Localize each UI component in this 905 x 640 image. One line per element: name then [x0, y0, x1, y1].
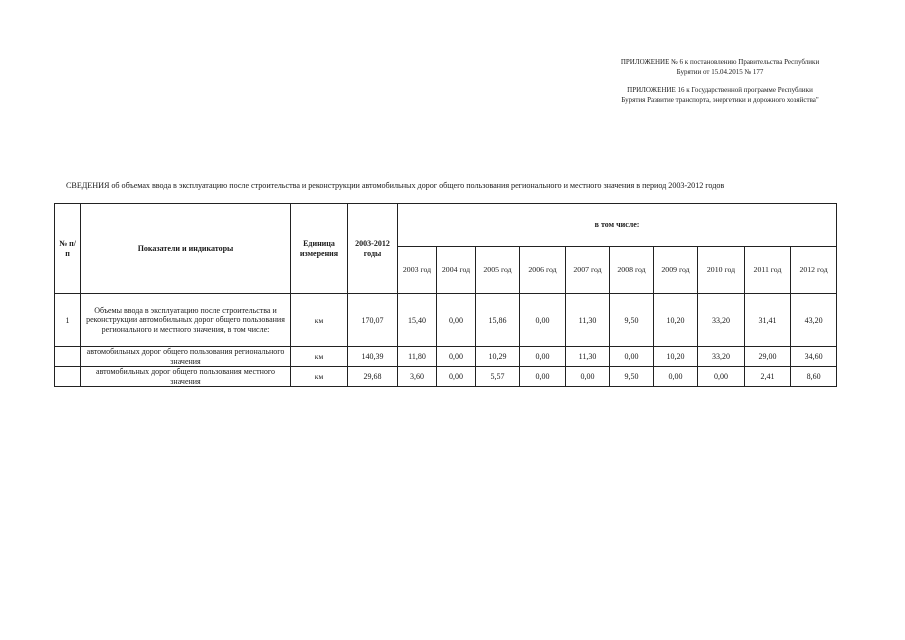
row-num: 1: [55, 294, 81, 347]
row-num: [55, 367, 81, 387]
row-value: 0,00: [437, 294, 476, 347]
row-value: 34,60: [791, 347, 837, 367]
row-indicator: Объемы ввода в эксплуатацию после строительства и реконструкции автомобильных дорог общего пользования регионального и местного значения, в том числе:: [81, 294, 291, 347]
row-unit: км: [291, 367, 348, 387]
header-total: 2003-2012 годы: [348, 204, 398, 294]
header-year: 2009 год: [654, 247, 698, 294]
row-total: 140,39: [348, 347, 398, 367]
row-value: 15,40: [398, 294, 437, 347]
row-value: 33,20: [698, 347, 745, 367]
row-value: 31,41: [745, 294, 791, 347]
table-row: [55, 294, 837, 347]
header-year: 2004 год: [437, 247, 476, 294]
table-row: [55, 347, 837, 367]
header-year: 2010 год: [698, 247, 745, 294]
row-value: 10,29: [476, 347, 520, 367]
row-unit: км: [291, 294, 348, 347]
header-year: 2005 год: [476, 247, 520, 294]
header-indicators: Показатели и индикаторы: [81, 204, 291, 294]
row-value: 9,50: [610, 367, 654, 387]
appendix-line-1: ПРИЛОЖЕНИЕ № 6 к постановлению Правительства Республики: [620, 58, 820, 66]
header-including: в том числе:: [398, 204, 837, 247]
row-value: 0,00: [566, 367, 610, 387]
row-value: 10,20: [654, 294, 698, 347]
data-table: [54, 203, 837, 387]
row-value: 43,20: [791, 294, 837, 347]
row-value: 11,30: [566, 347, 610, 367]
row-value: 9,50: [610, 294, 654, 347]
row-value: 0,00: [520, 367, 566, 387]
appendix-header: [600, 58, 840, 105]
row-value: 0,00: [437, 347, 476, 367]
header-year: 2007 год: [566, 247, 610, 294]
header-unit: Единица измерения: [291, 204, 348, 294]
row-value: 0,00: [437, 367, 476, 387]
row-total: 170,07: [348, 294, 398, 347]
row-indicator: автомобильных дорог общего пользования регионального значения: [81, 347, 291, 367]
header-year: 2011 год: [745, 247, 791, 294]
header-year: 2006 год: [520, 247, 566, 294]
table-row: [55, 367, 837, 387]
appendix-line-3: ПРИЛОЖЕНИЕ 16 к Государственной программе Республики: [627, 86, 813, 94]
row-total: 29,68: [348, 367, 398, 387]
row-value: 0,00: [610, 347, 654, 367]
row-value: 3,60: [398, 367, 437, 387]
header-year: 2003 год: [398, 247, 437, 294]
appendix-line-2: Бурятии от 15.04.2015 № 177: [676, 67, 764, 76]
header-num: № п/п: [55, 204, 81, 294]
row-value: 0,00: [698, 367, 745, 387]
row-value: 0,00: [654, 367, 698, 387]
row-value: 11,80: [398, 347, 437, 367]
row-value: 2,41: [745, 367, 791, 387]
header-year: 2012 год: [791, 247, 837, 294]
row-indicator: автомобильных дорог общего пользования местного значения: [81, 367, 291, 387]
row-value: 15,86: [476, 294, 520, 347]
row-num: [55, 347, 81, 367]
row-value: 11,30: [566, 294, 610, 347]
row-value: 8,60: [791, 367, 837, 387]
appendix-line-4: Бурятия Развитие транспорта, энергетики и дорожного хозяйства": [621, 95, 819, 104]
row-value: 10,20: [654, 347, 698, 367]
row-value: 33,20: [698, 294, 745, 347]
row-value: 29,00: [745, 347, 791, 367]
document-title: СВЕДЕНИЯ об объемах ввода в эксплуатацию после строительства и реконструкции автомобильных дорог общего пользования регионального и местного значения в период 2003-2012 годов: [66, 181, 725, 190]
row-value: 5,57: [476, 367, 520, 387]
row-value: 0,00: [520, 294, 566, 347]
row-unit: км: [291, 347, 348, 367]
header-year: 2008 год: [610, 247, 654, 294]
row-value: 0,00: [520, 347, 566, 367]
